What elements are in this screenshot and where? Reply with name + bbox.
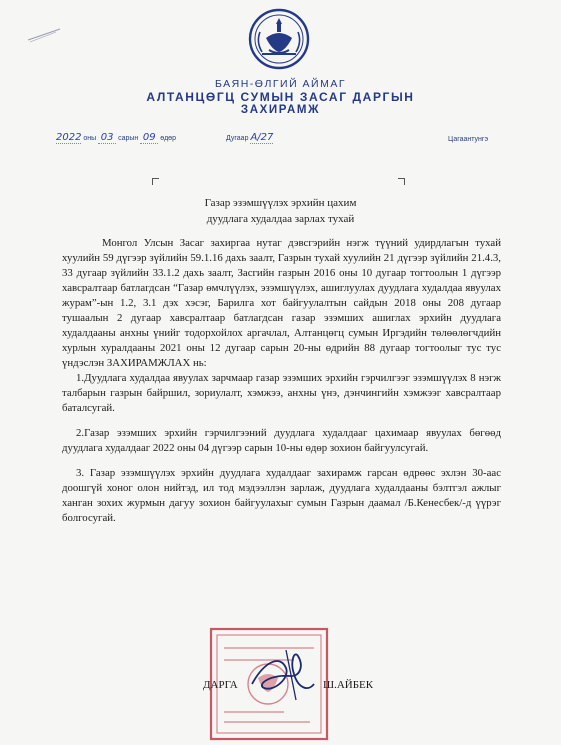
date-month: 03 <box>98 132 116 144</box>
date-day-suffix: өдөр <box>160 135 176 142</box>
order-item-2: 2.Газар эзэмших эрхийн гэрчилгээний дуудлага худалдааг цахимаар явуулах бөгөөд дуудлага худалдааг 2022 оны 04 дүгээр сарын 10-ны өдөр зохион байгуулсугай. <box>62 427 501 454</box>
date-day: 09 <box>140 132 158 144</box>
pen-mark <box>26 26 62 44</box>
preamble-paragraph: Монгол Улсын Засаг захиргаа нутаг дэвсгэрийн нэгж түүний удирдлагын тухай хуулийн 59 дүгээр зүйлийн 59.1.16 дахь заалт, Газрын тухай хуулийн 21 дүгээр зүйлийн 21.4.3, 33 дугаар зүйлийн 33.1.2 дахь заалт, Засгийн газрын 2016 оны 10 дугаар тогтоолын 1 дүгээр хавсралтаар батлагдсан “Газар өмчлүүлэх, эзэмшүүлэх, ашиглуулах дуудлага худалдаа явуулах журам”-ын 1.2, 3.1 дэх хэсэг, Барилга хот байгуулалтын сайдын 2018 оны 208 дугаар тушаалын 2 дугаар хавсралтаар батлагдсан газар эзэмших ашиглах эрхийн дуудлага худалдааны анхны үнийг тодорхойлох аргачлал, Алтанцөгц сумын Иргэдийн төлөөлөгчдийн хурлын хуралдааны 2021 оны 12 дугаар сарын 20-ны өдрийн 88 дугаар тогтоолыг тус тус үндэслэн ЗАХИРАМЖЛАХ нь: <box>62 237 501 369</box>
signatory-title: ДАРГА <box>203 679 238 691</box>
order-item-1: 1.Дуудлага худалдаа явуулах зарчмаар газар эзэмших эрхийн гэрчилгээг эзэмшүүлэх 8 нэгж талбарын газрын байршил, зориулалт, хэмжээ, анхны үнэ, дэнчингийн хэмжээг хавсралтаар баталсугай. <box>62 372 501 414</box>
number-field <box>226 132 273 144</box>
document-number: А/27 <box>250 132 274 143</box>
date-field <box>56 132 176 144</box>
header-doc-type: ЗАХИРАМЖ <box>240 104 321 116</box>
state-emblem-icon <box>248 8 310 70</box>
document-title-line-1: Газар эзэмшүүлэх эрхийн цахим <box>204 197 357 209</box>
number-label: Дугаар <box>226 135 249 142</box>
date-year-suffix: оны <box>83 135 97 142</box>
handwritten-signature <box>246 644 318 706</box>
date-year: 2022 <box>56 132 82 143</box>
place-name: Цагаантунгэ <box>448 136 489 143</box>
date-month-suffix: сарын <box>118 135 139 142</box>
header-region: БАЯН-ӨЛГИЙ АЙМАГ <box>214 78 347 90</box>
document-body <box>62 236 501 526</box>
title-bracket-left <box>152 178 159 185</box>
title-bracket-right <box>398 178 405 185</box>
order-item-3: 3. Газар эзэмшүүлэх эрхийн дуудлага худалдааг захирамж гарсан өдрөөс эхлэн 30-аас доошгүй хоног олон нийтэд, ил тод мэдээллэн зарлаж, дуудлага худалдааны бэлтгэл ажлыг ханган зохих журмын дагуу зохион байгуулахыг сумын Газрын даамал /Б.Кенесбек/-д үүрэг болгосугай. <box>62 467 501 524</box>
signatory-name: Ш.АЙБЕК <box>323 679 374 691</box>
document-title-line-2: дуудлага худалдаа зарлах тухай <box>206 213 355 225</box>
header-organization: АЛТАНЦӨГЦ СУМЫН ЗАСАГ ДАРГЫН <box>146 90 415 104</box>
